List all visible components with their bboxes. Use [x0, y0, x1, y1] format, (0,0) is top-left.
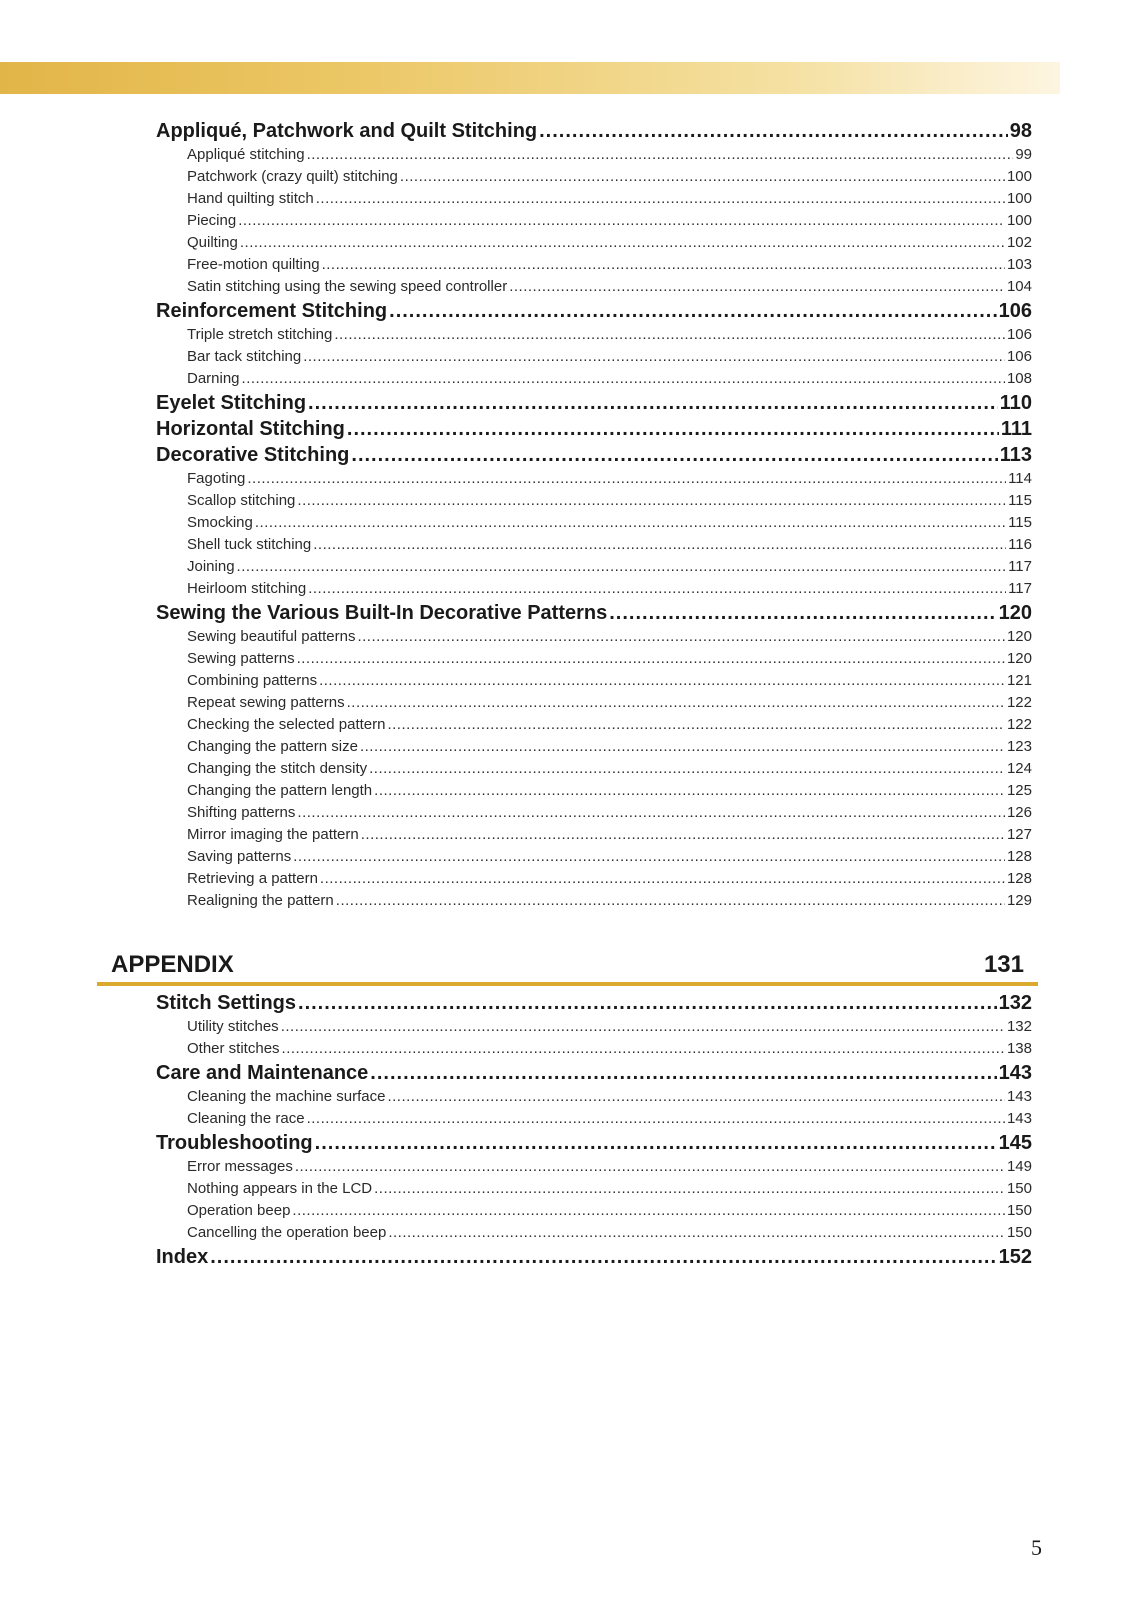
toc-subsection[interactable]	[156, 846, 1032, 868]
toc-subsection[interactable]	[156, 1200, 1032, 1222]
toc-subsection-page: 116	[1008, 536, 1032, 553]
dot-leader	[319, 670, 1005, 692]
dot-leader	[297, 490, 1006, 512]
toc-section[interactable]	[156, 442, 1032, 468]
toc-subsection[interactable]	[156, 890, 1032, 912]
dot-leader	[316, 188, 1005, 210]
dot-leader	[347, 692, 1005, 714]
toc-subsection[interactable]	[156, 1156, 1032, 1178]
toc-subsection-page: 114	[1008, 470, 1032, 487]
toc-subsection[interactable]	[156, 1108, 1032, 1130]
toc-subsection[interactable]	[156, 736, 1032, 758]
toc-subsection[interactable]	[156, 824, 1032, 846]
toc-section[interactable]	[156, 1244, 1032, 1270]
toc-subsection[interactable]	[156, 780, 1032, 802]
toc-subsection-title: Combining patterns	[187, 672, 318, 689]
dot-leader	[509, 276, 1005, 298]
toc-appendix-list	[156, 990, 1032, 1270]
dot-leader	[360, 736, 1005, 758]
toc-subsection-page: 143	[1006, 1110, 1032, 1127]
toc-section[interactable]	[156, 390, 1032, 416]
dot-leader	[370, 1060, 996, 1086]
toc-section-page: 113	[999, 444, 1032, 466]
toc-subsection-title: Joining	[187, 558, 235, 575]
toc-subsection[interactable]	[156, 276, 1032, 298]
dot-leader	[242, 368, 1005, 390]
toc-subsection[interactable]	[156, 1178, 1032, 1200]
toc-subsection-page: 108	[1006, 370, 1032, 387]
toc-subsection-page: 125	[1006, 782, 1032, 799]
toc-subsection-page: 132	[1006, 1018, 1032, 1035]
toc-subsection-title: Smocking	[187, 514, 253, 531]
dot-leader	[347, 416, 999, 442]
toc-subsection-title: Sewing beautiful patterns	[187, 628, 356, 645]
toc-section-title: Stitch Settings	[156, 992, 297, 1014]
toc-subsection-title: Piecing	[187, 212, 237, 229]
dot-leader	[361, 824, 1005, 846]
toc-subsection-page: 149	[1006, 1158, 1032, 1175]
toc-section[interactable]	[156, 1060, 1032, 1086]
toc-section[interactable]	[156, 600, 1032, 626]
toc-section-title: Sewing the Various Built-In Decorative Patterns	[156, 602, 608, 624]
toc-subsection-title: Shifting patterns	[187, 804, 296, 821]
dot-leader	[315, 1130, 997, 1156]
toc-section-page: 111	[1000, 418, 1032, 440]
toc-subsection-page: 126	[1006, 804, 1032, 821]
dot-leader	[357, 626, 1005, 648]
toc-subsection-page: 122	[1006, 716, 1032, 733]
toc-subsection-title: Satin stitching using the sewing speed controller	[187, 278, 508, 295]
toc-subsection-page: 120	[1006, 650, 1032, 667]
toc-section-page: 98	[1009, 120, 1032, 142]
toc-subsection[interactable]	[156, 188, 1032, 210]
toc-subsection-page: 150	[1006, 1180, 1032, 1197]
toc-subsection-page: 106	[1006, 348, 1032, 365]
appendix-heading[interactable]	[97, 948, 1038, 986]
toc-subsection[interactable]	[156, 490, 1032, 512]
toc-section-page: 110	[999, 392, 1032, 414]
dot-leader	[609, 600, 996, 626]
toc-subsection-title: Changing the pattern size	[187, 738, 358, 755]
dot-leader	[255, 512, 1006, 534]
toc-section-title: Horizontal Stitching	[156, 418, 345, 440]
toc-subsection-title: Error messages	[187, 1158, 293, 1175]
dot-leader	[297, 802, 1005, 824]
toc-subsection-page: 100	[1006, 168, 1032, 185]
toc-subsection-title: Sewing patterns	[187, 650, 295, 667]
toc-subsection-title: Darning	[187, 370, 240, 387]
toc-subsection-title: Free-motion quilting	[187, 256, 320, 273]
toc-subsection-title: Nothing appears in the LCD	[187, 1180, 373, 1197]
dot-leader	[387, 1086, 1005, 1108]
toc-subsection[interactable]	[156, 346, 1032, 368]
toc-section[interactable]	[156, 1130, 1032, 1156]
toc-subsection-title: Utility stitches	[187, 1018, 279, 1035]
dot-leader	[293, 846, 1005, 868]
toc-subsection-page: 104	[1006, 278, 1032, 295]
dot-leader	[400, 166, 1005, 188]
toc-subsection-page: 138	[1006, 1040, 1032, 1057]
dot-leader	[292, 1200, 1005, 1222]
toc-section-page: 132	[998, 992, 1032, 1014]
toc-subsection[interactable]	[156, 512, 1032, 534]
toc-section[interactable]	[156, 118, 1032, 144]
toc-section-title: Index	[156, 1246, 209, 1268]
toc-subsection[interactable]	[156, 670, 1032, 692]
toc-subsection-title: Repeat sewing patterns	[187, 694, 345, 711]
toc-subsection[interactable]	[156, 802, 1032, 824]
toc-subsection-page: 150	[1006, 1202, 1032, 1219]
toc-subsection-title: Checking the selected pattern	[187, 716, 386, 733]
dot-leader	[334, 324, 1005, 346]
toc-section[interactable]	[156, 990, 1032, 1016]
toc-subsection-page: 128	[1006, 870, 1032, 887]
toc-subsection[interactable]	[156, 556, 1032, 578]
toc-subsection[interactable]	[156, 758, 1032, 780]
dot-leader	[320, 868, 1005, 890]
toc-subsection[interactable]	[156, 468, 1032, 490]
toc-subsection-page: 120	[1006, 628, 1032, 645]
toc-subsection[interactable]	[156, 324, 1032, 346]
toc-subsection[interactable]	[156, 210, 1032, 232]
toc-subsection-page: 99	[1015, 146, 1032, 163]
appendix-page: 131	[983, 951, 1024, 978]
toc-subsection-page: 122	[1006, 694, 1032, 711]
header-color-band	[0, 62, 1060, 94]
toc-subsection-title: Other stitches	[187, 1040, 280, 1057]
toc-subsection-title: Heirloom stitching	[187, 580, 307, 597]
dot-leader	[210, 1244, 996, 1270]
dot-leader	[307, 1108, 1005, 1130]
toc-section-title: Eyelet Stitching	[156, 392, 307, 414]
toc-section-title: Appliqué, Patchwork and Quilt Stitching	[156, 120, 538, 142]
dot-leader	[539, 118, 1008, 144]
toc-subsection-page: 128	[1006, 848, 1032, 865]
toc-subsection[interactable]	[156, 1086, 1032, 1108]
toc-subsection-title: Quilting	[187, 234, 238, 251]
toc-section-title: Reinforcement Stitching	[156, 300, 388, 322]
toc-subsection-page: 150	[1006, 1224, 1032, 1241]
toc-subsection-title: Triple stretch stitching	[187, 326, 333, 343]
dot-leader	[308, 578, 1006, 600]
toc-subsection-title: Mirror imaging the pattern	[187, 826, 359, 843]
toc-subsection-page: 117	[1008, 580, 1032, 597]
toc-subsection-title: Hand quilting stitch	[187, 190, 314, 207]
dot-leader	[313, 534, 1006, 556]
toc-subsection-page: 102	[1006, 234, 1032, 251]
toc-subsection-title: Retrieving a pattern	[187, 870, 318, 887]
toc-subsection[interactable]	[156, 578, 1032, 600]
toc-subsection-page: 127	[1006, 826, 1032, 843]
toc-subsection-title: Shell tuck stitching	[187, 536, 312, 553]
dot-leader	[374, 780, 1005, 802]
toc-section[interactable]	[156, 298, 1032, 324]
toc-subsection-title: Cleaning the machine surface	[187, 1088, 386, 1105]
toc-subsection[interactable]	[156, 626, 1032, 648]
toc-subsection-title: Changing the pattern length	[187, 782, 373, 799]
toc-subsection[interactable]	[156, 534, 1032, 556]
toc-subsection-title: Saving patterns	[187, 848, 292, 865]
toc-section-page: 143	[998, 1062, 1032, 1084]
toc-subsection[interactable]	[156, 254, 1032, 276]
dot-leader	[387, 714, 1005, 736]
toc-subsection[interactable]	[156, 1038, 1032, 1060]
toc-subsection[interactable]	[156, 144, 1032, 166]
toc-section-title: Care and Maintenance	[156, 1062, 369, 1084]
toc-subsection-title: Scallop stitching	[187, 492, 296, 509]
toc-subsection-title: Appliqué stitching	[187, 146, 305, 163]
dot-leader	[281, 1016, 1005, 1038]
toc-subsection[interactable]	[156, 166, 1032, 188]
toc-subsection-page: 106	[1006, 326, 1032, 343]
toc-subsection-title: Operation beep	[187, 1202, 291, 1219]
toc-subsection[interactable]	[156, 692, 1032, 714]
toc-subsection[interactable]	[156, 714, 1032, 736]
appendix-title: APPENDIX	[111, 951, 234, 978]
dot-leader	[295, 1156, 1005, 1178]
dot-leader	[240, 232, 1005, 254]
toc-subsection-page: 143	[1006, 1088, 1032, 1105]
dot-leader	[282, 1038, 1005, 1060]
dot-leader	[303, 346, 1005, 368]
toc-section[interactable]	[156, 416, 1032, 442]
dot-leader	[369, 758, 1005, 780]
toc-subsection[interactable]	[156, 648, 1032, 670]
toc-subsection-page: 100	[1006, 190, 1032, 207]
dot-leader	[307, 144, 1014, 166]
toc-subsection-title: Bar tack stitching	[187, 348, 302, 365]
toc-subsection-page: 115	[1008, 492, 1032, 509]
toc-subsection-page: 115	[1008, 514, 1032, 531]
toc-subsection[interactable]	[156, 868, 1032, 890]
toc-subsection-title: Patchwork (crazy quilt) stitching	[187, 168, 398, 185]
toc-subsection[interactable]	[156, 368, 1032, 390]
dot-leader	[351, 442, 997, 468]
dot-leader	[297, 648, 1005, 670]
toc-subsection[interactable]	[156, 1222, 1032, 1244]
toc-subsection-title: Cancelling the operation beep	[187, 1224, 387, 1241]
toc-main-list	[156, 118, 1032, 912]
toc-subsection-title: Realigning the pattern	[187, 892, 334, 909]
dot-leader	[298, 990, 997, 1016]
toc-subsection-title: Fagoting	[187, 470, 246, 487]
toc-section-page: 152	[998, 1246, 1032, 1268]
dot-leader	[389, 298, 996, 324]
toc-section-title: Decorative Stitching	[156, 444, 350, 466]
dot-leader	[388, 1222, 1005, 1244]
dot-leader	[374, 1178, 1005, 1200]
dot-leader	[247, 468, 1006, 490]
toc-subsection-page: 103	[1006, 256, 1032, 273]
dot-leader	[308, 390, 998, 416]
toc-subsection[interactable]	[156, 1016, 1032, 1038]
toc-section-title: Troubleshooting	[156, 1132, 313, 1154]
toc-subsection[interactable]	[156, 232, 1032, 254]
toc-section-page: 120	[998, 602, 1032, 624]
dot-leader	[322, 254, 1005, 276]
dot-leader	[238, 210, 1005, 232]
page-number: 5	[1031, 1535, 1042, 1560]
toc-subsection-page: 123	[1006, 738, 1032, 755]
toc-subsection-page: 117	[1008, 558, 1032, 575]
toc-subsection-title: Cleaning the race	[187, 1110, 305, 1127]
toc-subsection-page: 124	[1006, 760, 1032, 777]
toc-subsection-page: 100	[1006, 212, 1032, 229]
toc-section-page: 145	[998, 1132, 1032, 1154]
toc-subsection-title: Changing the stitch density	[187, 760, 368, 777]
toc-subsection-page: 121	[1006, 672, 1032, 689]
toc-section-page: 106	[998, 300, 1032, 322]
toc-subsection-page: 129	[1006, 892, 1032, 909]
dot-leader	[237, 556, 1007, 578]
dot-leader	[336, 890, 1005, 912]
